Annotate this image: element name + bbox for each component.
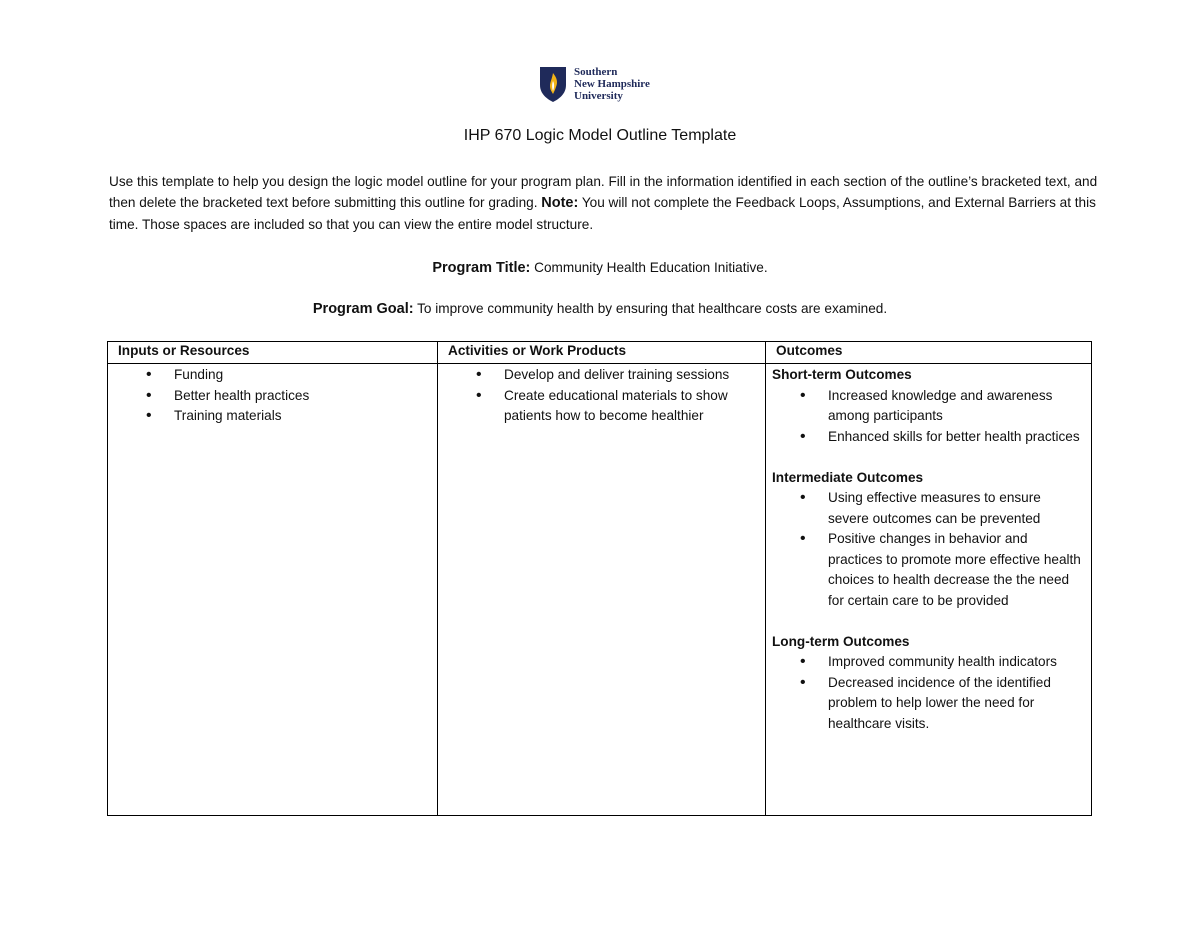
list-item: • Funding — [174, 365, 431, 386]
logo-line-3: University — [574, 90, 623, 102]
list-item: • Increased knowledge and awareness among participants — [828, 386, 1085, 427]
logic-model-table — [107, 341, 1092, 816]
list-item: • Enhanced skills for better health practices — [828, 427, 1085, 448]
spacer — [772, 447, 1085, 468]
activities-list — [448, 365, 759, 427]
list-item: • Develop and deliver training sessions — [504, 365, 759, 386]
header-activities: Activities or Work Products — [438, 342, 766, 364]
program-title-value: Community Health Education Initiative. — [530, 260, 768, 275]
list-item: • Decreased incidence of the identified problem to help lower the need for healthcare visits. — [828, 673, 1085, 735]
intro-paragraph — [109, 171, 1099, 235]
header-inputs: Inputs or Resources — [108, 342, 438, 364]
document-title: IHP 670 Logic Model Outline Template — [463, 127, 737, 144]
intro-note-label: Note: — [541, 195, 579, 211]
program-goal-label: Program Goal: — [312, 301, 414, 317]
snhu-logo — [538, 64, 668, 104]
snhu-shield-icon — [538, 65, 568, 103]
header-outcomes: Outcomes — [766, 342, 1092, 364]
short-term-list — [772, 386, 1085, 448]
program-title-line — [0, 260, 1200, 276]
spacer — [772, 611, 1085, 632]
logo-line-1: Southern — [574, 66, 618, 78]
short-term-heading: Short-term Outcomes — [772, 367, 912, 382]
list-item: • Create educational materials to show patients how to become healthier — [504, 386, 759, 427]
logo-line-2: New Hampshire — [574, 78, 650, 90]
table-header-row — [108, 342, 1092, 364]
activities-cell — [438, 364, 766, 816]
program-title-label: Program Title: — [432, 260, 531, 276]
table-row — [108, 364, 1092, 816]
intermediate-heading: Intermediate Outcomes — [772, 469, 924, 485]
list-item: • Training materials — [174, 406, 431, 427]
intro-text-2: You will not complete the Feedback Loops, Assumptions, and External Barriers at this time. Those spaces are included so that you can view the entire model structure. — [109, 195, 1096, 232]
program-goal-line — [0, 301, 1200, 317]
list-item: • Using effective measures to ensure severe outcomes can be prevented — [828, 488, 1085, 529]
inputs-cell — [108, 364, 438, 816]
outcomes-cell — [766, 364, 1092, 816]
intro-text-1: Use this template to help you design the logic model outline for your program plan. Fill in the information identified in each section of the outline’s bracketed text, and then delete the bracketed text before submitting this outline for grading. — [109, 174, 1098, 210]
list-item: • Positive changes in behavior and practices to promote more effective health choices to health decrease the the need for certain care to be provided — [828, 529, 1085, 611]
long-term-list — [772, 652, 1085, 734]
long-term-heading: Long-term Outcomes — [772, 633, 910, 649]
list-item: • Better health practices — [174, 386, 431, 407]
list-item: • Improved community health indicators — [828, 652, 1085, 673]
logo-wordmark — [574, 66, 650, 102]
program-goal-value: To improve community health by ensuring that healthcare costs are examined. — [413, 301, 888, 316]
intermediate-list — [772, 488, 1085, 611]
inputs-list — [118, 365, 431, 427]
